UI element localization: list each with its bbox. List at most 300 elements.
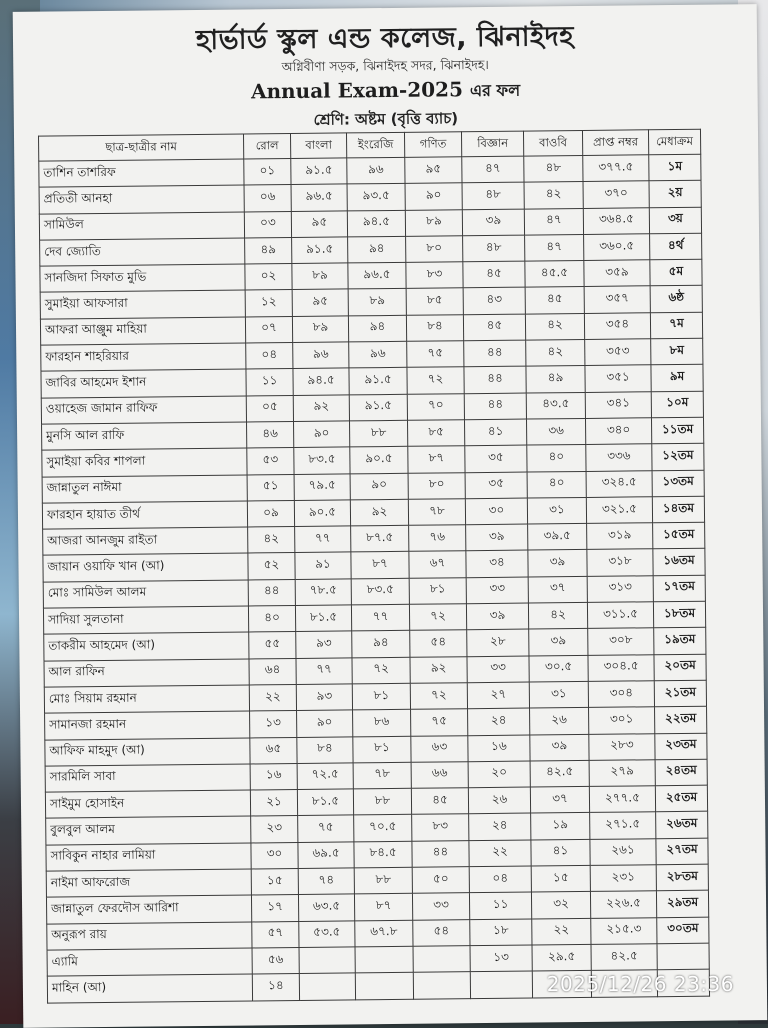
roll-cell: ১১ (246, 369, 293, 396)
english-cell: ৯০.৫ (350, 447, 408, 474)
bangla-cell: ৯০ (297, 710, 353, 737)
math-cell: ৮৫ (407, 420, 464, 447)
english-cell: ৭৮ (353, 762, 411, 789)
english-cell: ৮৭.৫ (351, 525, 409, 552)
math-cell: ৫০ (412, 867, 469, 894)
english-cell: ৯২ (350, 499, 408, 526)
total-marks-cell: ৩৭০ (583, 181, 649, 208)
merit-rank-cell: ১১তম (651, 417, 703, 444)
science-cell: ৪৮ (462, 182, 524, 209)
roll-cell: ৪৪ (248, 579, 295, 606)
student-name-cell: বুলবুল আলম (46, 816, 251, 844)
bangla-cell: ৯৬ (293, 342, 349, 369)
math-cell: ৮৩ (406, 262, 463, 289)
student-name-cell: মোঃ সিয়াম রহমান (44, 685, 249, 713)
total-marks-cell: ৪২.৫ (591, 944, 657, 971)
roll-cell: ৪৯ (245, 237, 292, 264)
total-marks-cell: ৩১৯ (587, 523, 653, 550)
science-cell: ৪৪ (464, 393, 526, 420)
bgs-cell: ২২ (532, 918, 591, 945)
math-cell: ৬৬ (411, 762, 468, 789)
english-cell: ৮৭ (354, 894, 412, 921)
science-cell: ২৭ (467, 682, 529, 709)
science-cell: ৩৯ (466, 524, 528, 551)
roll-cell: ১৫ (251, 868, 298, 895)
total-marks-cell: ৩৫৪ (584, 313, 650, 340)
total-marks-cell: ৩৪১ (585, 391, 651, 418)
science-cell: ০৪ (469, 866, 531, 893)
bangla-cell: ৭৯.৫ (294, 473, 350, 500)
student-name-cell: সামিউল (39, 212, 244, 240)
bangla-cell: ৯১ (295, 552, 351, 579)
math-cell: ৭২ (409, 604, 466, 631)
roll-cell: ০৭ (245, 316, 292, 343)
bangla-cell: ৮৩.৫ (294, 447, 350, 474)
math-cell (413, 972, 470, 999)
bgs-cell: ৩০.৫ (529, 655, 588, 682)
merit-rank-cell: ৩য় (649, 207, 701, 234)
math-cell: ৮৩ (412, 814, 469, 841)
bangla-cell: ৭২.৫ (297, 763, 353, 790)
english-cell: ৯৬ (349, 341, 407, 368)
math-cell: ৭২ (410, 683, 467, 710)
merit-rank-cell: ২৬তম (656, 812, 708, 839)
bangla-cell: ৯৩ (296, 631, 352, 658)
math-cell: ৭২ (407, 367, 464, 394)
student-name-cell: সামানজা রহমান (45, 711, 250, 739)
merit-rank-cell: ২৮তম (656, 864, 708, 891)
bangla-cell: ৫৩.৫ (299, 921, 355, 948)
merit-rank-cell: ২২তম (655, 706, 707, 733)
exam-title-suffix: এর ফল (469, 80, 521, 101)
bangla-cell: ৯১.৫ (291, 158, 347, 185)
roll-cell: ০৯ (247, 500, 294, 527)
roll-cell: ১৭ (251, 895, 298, 922)
english-cell: ৯০ (350, 473, 408, 500)
student-name-cell: অনুরূপ রায় (47, 922, 252, 950)
student-name-cell: জান্নাতুল ফেরদৌস আরিশা (46, 895, 251, 923)
total-marks-cell: ৩১৩ (587, 575, 653, 602)
math-cell: ৬৭ (409, 551, 466, 578)
english-cell: ৭২ (352, 657, 410, 684)
roll-cell: ৬৫ (250, 737, 297, 764)
science-cell: ৩৯ (462, 209, 524, 236)
roll-cell: ৪২ (248, 527, 295, 554)
math-cell: ৮৫ (406, 288, 463, 315)
math-cell: ৮১ (409, 577, 466, 604)
bangla-cell: ৮৯ (292, 263, 348, 290)
science-cell: ১৮ (470, 919, 532, 946)
roll-cell: ৫১ (247, 474, 294, 501)
english-cell: ৮৯ (348, 289, 406, 316)
english-cell: ৮৮ (354, 867, 412, 894)
total-marks-cell: ৩০৪ (588, 681, 654, 708)
science-cell: ২৬ (468, 787, 530, 814)
bangla-cell (299, 973, 355, 1000)
science-cell: ২৮ (467, 629, 529, 656)
total-marks-cell: ২৩১ (590, 865, 656, 892)
english-cell: ৭০.৫ (354, 815, 412, 842)
bgs-cell: ৪৫ (525, 287, 584, 314)
english-cell: ৯৪ (348, 315, 406, 342)
roll-cell: ১২ (245, 290, 292, 317)
science-cell: ১৬ (468, 735, 530, 762)
roll-cell: ০৫ (246, 395, 293, 422)
science-cell: ৩৫ (465, 472, 527, 499)
merit-rank-cell: ৬ষ্ঠ (650, 286, 702, 313)
bangla-cell: ৭৭ (295, 526, 351, 553)
science-cell: ২০ (468, 761, 530, 788)
bangla-cell: ৮৪ (297, 736, 353, 763)
total-marks-cell: ৩১১.৫ (587, 602, 653, 629)
math-cell: ৭০ (407, 393, 464, 420)
bangla-cell: ৯১.৫ (292, 237, 348, 264)
student-name-cell: আল রাফিন (44, 659, 249, 687)
col-header-roll: রোল (243, 134, 290, 159)
science-cell: ২৪ (468, 708, 530, 735)
english-cell (355, 946, 413, 973)
student-name-cell: ওয়াহেজ জামান রাফিফ (41, 396, 246, 424)
student-name-cell: তাশিন তাশরিফ (39, 159, 244, 187)
math-cell: ৭৫ (411, 709, 468, 736)
results-table (38, 129, 710, 1003)
math-cell: ৮৯ (405, 209, 462, 236)
roll-cell: ৫৩ (247, 448, 294, 475)
science-cell: ৪৫ (463, 314, 525, 341)
roll-cell: ৪০ (248, 606, 295, 633)
bangla-cell: ৯৫ (292, 289, 348, 316)
student-name-cell: আফরা আঞ্জুম মাহিয়া (40, 317, 245, 345)
math-cell: ৪৪ (412, 840, 469, 867)
col-header-math: গণিত (404, 132, 461, 158)
math-cell: ৯২ (410, 656, 467, 683)
math-cell: ৯০ (405, 183, 462, 210)
student-name-cell: ফারহান হায়াত তীর্থ (42, 501, 247, 529)
roll-cell: ১৬ (250, 763, 297, 790)
total-marks-cell: ২৭৭.৫ (589, 786, 655, 813)
bgs-cell: ৪২.৫ (530, 760, 589, 787)
science-cell: ৩৪ (466, 551, 528, 578)
roll-cell: ০৪ (246, 343, 293, 370)
col-header-english: ইংরেজি (346, 132, 404, 158)
roll-cell: ৫৫ (249, 632, 296, 659)
bgs-cell: ৩৭ (530, 787, 589, 814)
bgs-cell: ৩৯ (528, 550, 587, 577)
merit-rank-cell: ২৩তম (655, 733, 707, 760)
roll-cell: ৪৬ (247, 421, 294, 448)
merit-rank-cell: ২৭তম (656, 838, 708, 865)
science-cell: ২৪ (469, 813, 531, 840)
math-cell: ৭৬ (409, 525, 466, 552)
merit-rank-cell: ১৪তম (652, 496, 704, 523)
bgs-cell: ৪৮ (524, 155, 583, 182)
roll-cell: ০৩ (244, 211, 291, 238)
math-cell (413, 946, 470, 973)
bgs-cell: ৪২ (528, 602, 587, 629)
english-cell: ৮৮ (350, 420, 408, 447)
student-name-cell: সাইমুম হোসাইন (45, 790, 250, 818)
roll-cell: ১৩ (250, 711, 297, 738)
col-header-bgs: বাওবি (523, 130, 582, 156)
english-cell: ৯৩.৫ (347, 184, 405, 211)
merit-rank-cell: ২০তম (654, 654, 706, 681)
student-name-cell: মুনসি আল রাফি (42, 422, 247, 450)
english-cell: ৯৬ (347, 157, 405, 184)
english-cell: ৯৬.৫ (348, 263, 406, 290)
math-cell: ৬৩ (411, 735, 468, 762)
science-cell: ২২ (469, 840, 531, 867)
total-marks-cell: ৩৩৬ (586, 444, 652, 471)
col-header-science: বিজ্ঞান (461, 131, 523, 157)
total-marks-cell: ৩৫৩ (585, 339, 651, 366)
student-name-cell: মোঃ সামিউল আলম (43, 580, 248, 608)
total-marks-cell: ৩১৮ (587, 549, 653, 576)
english-cell: ৯১.৫ (349, 368, 407, 395)
merit-rank-cell: ১০ম (651, 391, 703, 418)
bangla-cell (299, 947, 355, 974)
bgs-cell: ২৬ (530, 708, 589, 735)
bangla-cell: ৬৩.৫ (298, 894, 354, 921)
english-cell: ৮৪.৫ (354, 841, 412, 868)
bgs-cell: ৪৭ (525, 234, 584, 261)
bangla-cell: ৬৯.৫ (298, 842, 354, 869)
student-name-cell: জাবির আহমেদ ইশান (41, 369, 246, 397)
student-name-cell: ফারহান শাহরিয়ার (41, 343, 246, 371)
bgs-cell: ৩৬ (526, 418, 585, 445)
total-marks-cell: ২৬১ (590, 838, 656, 865)
math-cell: ৯৫ (405, 157, 462, 184)
science-cell: ৩৩ (467, 656, 529, 683)
roll-cell: ২৩ (251, 816, 298, 843)
merit-rank-cell: ৩০তম (657, 917, 709, 944)
bgs-cell: ৪২ (524, 182, 583, 209)
science-cell: ৪৫ (463, 261, 525, 288)
math-cell: ৮০ (406, 236, 463, 263)
student-name-cell: মাহিন (আ) (47, 974, 252, 1002)
merit-rank-cell: ৯ম (651, 365, 703, 392)
merit-rank-cell (657, 943, 709, 970)
total-marks-cell: ৩০১ (589, 707, 655, 734)
bangla-cell: ৮১.৫ (295, 605, 351, 632)
student-name-cell: এ্যামি (47, 948, 252, 976)
merit-rank-cell: ১৬তম (653, 549, 705, 576)
science-cell: ৪৪ (464, 340, 526, 367)
bangla-cell: ৭৮.৫ (295, 579, 351, 606)
student-name-cell: তাকরীম আহমেদ (আ) (44, 632, 249, 660)
bgs-cell: ৪৯ (526, 366, 585, 393)
merit-rank-cell: ১৮তম (653, 601, 705, 628)
student-name-cell: সারমিলি সাবা (45, 764, 250, 792)
roll-cell: ০১ (244, 159, 291, 186)
merit-rank-cell: ১২তম (652, 443, 704, 470)
total-marks-cell: ৩৫৭ (584, 286, 650, 313)
bgs-cell: ৪২ (525, 313, 584, 340)
science-cell (470, 971, 532, 998)
english-cell: ৮১ (353, 736, 411, 763)
math-cell: ৮৭ (408, 446, 465, 473)
english-cell: ৮৮ (353, 788, 411, 815)
bgs-cell: ১৫ (531, 865, 590, 892)
merit-rank-cell: ২য় (649, 181, 701, 208)
english-cell: ৮৭ (351, 552, 409, 579)
student-name-cell: আজরা আনজুম রাইতা (43, 527, 248, 555)
math-cell: ৭৫ (407, 341, 464, 368)
bgs-cell: ৩৯ (529, 629, 588, 656)
student-name-cell: সানজিদা সিফাত মুভি (40, 264, 245, 292)
science-cell: ৪৮ (463, 235, 525, 262)
science-cell: ৪৭ (462, 156, 524, 183)
school-address: অগ্নিবীণা সড়ক, ঝিনাইদহ সদর, ঝিনাইদহ। (281, 56, 489, 75)
merit-rank-cell: ২১তম (654, 680, 706, 707)
english-cell: ৯৪ (348, 236, 406, 263)
exam-title-text: Annual Exam-2025 (250, 77, 464, 104)
bangla-cell: ৯০.৫ (294, 500, 350, 527)
science-cell: ৩৫ (465, 445, 527, 472)
bgs-cell: ৪০ (527, 445, 586, 472)
bangla-cell: ৭৭ (296, 658, 352, 685)
student-name-cell: জান্নাতুল নাঈমা (42, 475, 247, 503)
bgs-cell: ৩৯.৫ (528, 524, 587, 551)
bgs-cell: ৩২ (531, 892, 590, 919)
student-name-cell: দেব জ্যোতি (40, 238, 245, 266)
bgs-cell: ৪১ (531, 839, 590, 866)
merit-rank-cell: ২৪তম (655, 759, 707, 786)
bgs-cell: ৩১ (529, 681, 588, 708)
bangla-cell: ৯৫ (291, 211, 347, 238)
result-sheet (13, 4, 768, 1028)
bangla-cell: ৭৪ (298, 868, 354, 895)
bgs-cell: ২৯.৫ (532, 944, 591, 971)
roll-cell: ৫৬ (252, 947, 299, 974)
roll-cell: ৫২ (248, 553, 295, 580)
student-name-cell: সাদিয়া সুলতানা (43, 606, 248, 634)
class-line: শ্রেণি: অষ্টম (বৃত্তি ব্যাচ) (313, 109, 459, 129)
english-cell (355, 972, 413, 999)
total-marks-cell: ২৭১.৫ (590, 812, 656, 839)
math-cell: ৭৮ (408, 499, 465, 526)
merit-rank-cell: ১৫তম (653, 522, 705, 549)
science-cell: ৪১ (464, 419, 526, 446)
math-cell: ৮৪ (406, 315, 463, 342)
bangla-cell: ৮৯ (292, 316, 348, 343)
col-header-total: প্রাপ্ত নম্বর (582, 130, 648, 156)
bgs-cell: ৪২ (526, 340, 585, 367)
bgs-cell: ৪৫.৫ (525, 261, 584, 288)
science-cell: ১১ (469, 892, 531, 919)
science-cell: ১৩ (470, 945, 532, 972)
roll-cell: ১৪ (252, 974, 299, 1001)
student-name-cell: সুমাইয়া কবির শাপলা (42, 448, 247, 476)
english-cell: ৭৭ (351, 604, 409, 631)
bgs-cell: ৪৩.৫ (526, 392, 585, 419)
student-name-cell: জায়ান ওয়াফি খান (আ) (43, 553, 248, 581)
roll-cell: ৩০ (251, 842, 298, 869)
bangla-cell: ৯৪.৫ (293, 368, 349, 395)
col-header-name: ছাত্র-ছাত্রীর নাম (39, 134, 244, 161)
math-cell: ৩৩ (412, 893, 469, 920)
math-cell: ৪৫ (411, 788, 468, 815)
total-marks-cell: ৩৫৯ (584, 260, 650, 287)
english-cell: ৮৬ (353, 710, 411, 737)
merit-rank-cell: ১৯তম (654, 628, 706, 655)
bgs-cell: ৪০ (527, 471, 586, 498)
bgs-cell: ১৯ (531, 813, 590, 840)
total-marks-cell: ৩৬৪.৫ (583, 207, 649, 234)
science-cell: ৩০ (465, 498, 527, 525)
science-cell: ৩৩ (466, 577, 528, 604)
bangla-cell: ৯৬.৫ (291, 184, 347, 211)
roll-cell: ৫৭ (252, 921, 299, 948)
total-marks-cell: ২১৫.৩ (591, 917, 657, 944)
merit-rank-cell: ১৭তম (653, 575, 705, 602)
merit-rank-cell: ৪র্থ (650, 233, 702, 260)
science-cell: ৩৯ (466, 603, 528, 630)
bangla-cell: ৭৫ (298, 815, 354, 842)
roll-cell: ২১ (250, 790, 297, 817)
bgs-cell: ৩৭ (528, 576, 587, 603)
bgs-cell: ৩১ (527, 497, 586, 524)
english-cell: ৯১.৫ (349, 394, 407, 421)
total-marks-cell: ৩২১.৫ (586, 497, 652, 524)
bgs-cell: ৩৯ (530, 734, 589, 761)
col-header-merit: মেধাক্রম (648, 129, 700, 155)
roll-cell: ০৬ (244, 185, 291, 212)
science-cell: ৪৪ (464, 366, 526, 393)
total-marks-cell: ৩২৪.৫ (586, 470, 652, 497)
student-name-cell: প্রতিতী আনহা (39, 185, 244, 213)
student-name-cell: নাইমা আফরোজ (46, 869, 251, 897)
english-cell: ৮৩.৫ (351, 578, 409, 605)
english-cell: ৬৭.৮ (355, 920, 413, 947)
science-cell: ৪৩ (463, 288, 525, 315)
total-marks-cell: ২৭৯ (589, 760, 655, 787)
merit-rank-cell: ৫ম (650, 259, 702, 286)
bangla-cell: ৯০ (294, 421, 350, 448)
school-name: হার্ভার্ড স্কুল এন্ড কলেজ, ঝিনাইদহ (195, 21, 575, 57)
bangla-cell: ৯২ (293, 395, 349, 422)
total-marks-cell: ২২৬.৫ (590, 891, 656, 918)
merit-rank-cell: ২৯তম (656, 890, 708, 917)
total-marks-cell: ৩৬০.৫ (584, 234, 650, 261)
math-cell: ৫৪ (410, 630, 467, 657)
merit-rank-cell: ৭ম (650, 312, 702, 339)
math-cell: ৫৪ (413, 919, 470, 946)
merit-rank-cell: ১ম (649, 154, 701, 181)
roll-cell: ৬৪ (249, 658, 296, 685)
merit-rank-cell: ২৫তম (655, 785, 707, 812)
total-marks-cell: ২৮৩ (589, 733, 655, 760)
col-header-bangla: বাংলা (290, 133, 346, 159)
english-cell: ৯৪ (352, 631, 410, 658)
photo-timestamp: 2025/12/26 23:36 (546, 972, 734, 996)
student-name-cell: সাবিকুন নাহার লামিয়া (46, 843, 251, 871)
merit-rank-cell: ১৩তম (652, 470, 704, 497)
student-name-cell: সুমাইয়া আফসারা (40, 290, 245, 318)
results-table-body (39, 154, 710, 1002)
english-cell: ৯৪.৫ (347, 210, 405, 237)
total-marks-cell: ৩৫১ (585, 365, 651, 392)
merit-rank-cell: ৮ম (651, 338, 703, 365)
math-cell: ৮০ (408, 472, 465, 499)
total-marks-cell: ৩০৮ (588, 628, 654, 655)
total-marks-cell: ৩৪০ (585, 418, 651, 445)
bangla-cell: ৮১.৫ (297, 789, 353, 816)
total-marks-cell: ৩৭৭.৫ (583, 155, 649, 182)
roll-cell: ০২ (245, 264, 292, 291)
total-marks-cell: ৩০৪.৫ (588, 654, 654, 681)
bgs-cell: ৪৭ (524, 208, 583, 235)
student-name-cell: আফিফ মাহমুদ (আ) (45, 738, 250, 766)
